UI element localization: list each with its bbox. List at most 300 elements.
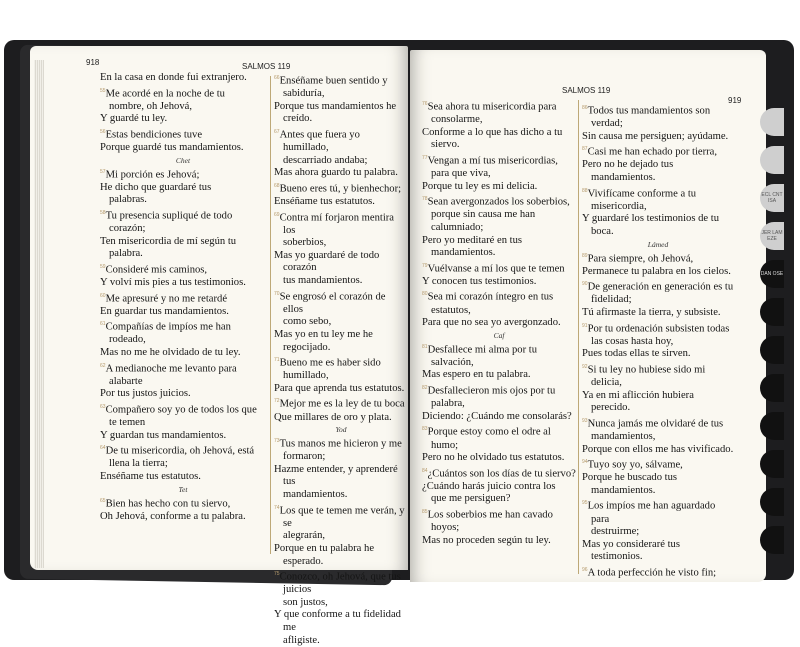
verse-text: hoyos; xyxy=(431,522,460,534)
verse-text: las cosas hasta hoy, xyxy=(591,335,674,347)
verse-text: A medianoche me levanto para xyxy=(105,363,237,375)
verse-text: Mi porción es Jehová; xyxy=(105,169,200,181)
verse-line xyxy=(274,464,408,489)
verse-text: humo; xyxy=(431,439,459,451)
verse-text: Sin causa me persiguen; ayúdame. xyxy=(582,130,729,142)
verse-text: Sea mi corazón íntegro en tus xyxy=(427,291,554,303)
verse-text: fidelidad; xyxy=(591,294,632,306)
verse-text: nombre, oh Jehová, xyxy=(109,100,192,112)
verse-number: 83 xyxy=(422,426,428,433)
verse-text: afligiste. xyxy=(283,634,320,646)
section-heading: Yod xyxy=(335,425,347,435)
verse-line xyxy=(422,168,576,181)
verse-line xyxy=(582,444,734,457)
verse-text: Contra mí forjaron mentira los xyxy=(279,212,394,236)
verse-line xyxy=(274,113,408,126)
verse-number: 60 xyxy=(100,292,106,299)
verse-line xyxy=(582,415,734,431)
verse-text: Porque con ellos me has vivificado. xyxy=(582,443,734,455)
thumb-index-tab[interactable] xyxy=(760,108,784,136)
verse-text: Mejor me es la ley de tu boca xyxy=(279,398,405,410)
verse-text: Los soberbios me han cavado xyxy=(427,509,553,521)
verse-line xyxy=(274,568,408,597)
verse-line xyxy=(582,143,734,159)
verse-text: alegrarán, xyxy=(283,530,326,542)
verse-line xyxy=(274,196,408,209)
verse-line xyxy=(582,526,734,539)
verse-line xyxy=(582,226,734,239)
verse-text: Pero yo meditaré en tus xyxy=(422,234,523,246)
verse-text: Porque he buscado tus xyxy=(582,472,678,484)
verse-text: Mas yo en tu ley me he regocijado. xyxy=(274,328,373,353)
verse-line xyxy=(422,260,576,276)
verse-line xyxy=(274,502,408,531)
verse-number: 59 xyxy=(100,263,106,270)
thumb-index-tab[interactable] xyxy=(760,298,784,326)
verse-line xyxy=(274,597,408,610)
verse-text: Sea ahora tu misericordia para xyxy=(427,101,557,113)
verse-line xyxy=(422,341,576,357)
verse-text: De generación en generación es tu xyxy=(587,281,734,293)
verse-line xyxy=(582,118,734,131)
verse-line xyxy=(100,495,266,511)
verse-number: 64 xyxy=(100,445,106,452)
verse-line xyxy=(100,430,266,443)
right-page-column-2 xyxy=(582,102,734,580)
verse-number: 73 xyxy=(274,438,280,445)
verse-line xyxy=(422,288,576,304)
verse-number: 62 xyxy=(100,362,106,369)
verse-text: perecido. xyxy=(591,402,631,414)
verse-text: En la casa en donde fui extranjero. xyxy=(100,72,247,83)
verse-line xyxy=(422,465,576,481)
verse-line xyxy=(100,471,266,484)
verse-text: Estas bendiciones tuve xyxy=(105,129,203,141)
verse-text: Compañero soy yo de todos los que xyxy=(105,404,257,416)
verse-line xyxy=(274,275,408,288)
verse-number: 55 xyxy=(100,87,106,94)
verse-number: 66 xyxy=(274,75,280,81)
verse-line xyxy=(422,357,576,370)
verse-line xyxy=(422,222,576,235)
verse-number: 85 xyxy=(422,509,428,515)
verse-number: 79 xyxy=(422,262,428,269)
verse-line xyxy=(274,167,408,180)
verse-line xyxy=(274,250,408,275)
verse-line xyxy=(422,193,576,209)
verse-text: Bueno eres tú, y bienhechor; xyxy=(279,183,402,195)
verse-line xyxy=(582,201,734,214)
verse-line xyxy=(100,142,266,155)
verse-number: 87 xyxy=(582,146,588,153)
verse-number: 88 xyxy=(582,187,588,194)
verse-number: 92 xyxy=(582,363,588,370)
right-page xyxy=(410,50,766,582)
left-page-number: 918 xyxy=(86,58,100,67)
verse-text: Porque en tu palabra he esperado. xyxy=(274,542,375,567)
verse-text: Enséñame tus estatutos. xyxy=(100,470,201,482)
verse-line xyxy=(422,535,576,548)
verse-line xyxy=(582,185,734,201)
verse-text: Mas no me he olvidado de tu ley. xyxy=(100,347,241,358)
verse-text: Para siempre, oh Jehová, xyxy=(587,253,694,265)
verse-text: Mas ahora guardo tu palabra. xyxy=(274,167,398,179)
verse-number: 74 xyxy=(274,504,280,511)
verse-line xyxy=(100,290,266,306)
verse-line xyxy=(422,235,576,248)
verse-text: Porque estoy como el odre al xyxy=(427,426,551,438)
verse-line xyxy=(274,72,408,88)
verse-number: 81 xyxy=(422,343,428,350)
verse-line xyxy=(274,180,408,196)
thumb-index-tab[interactable]: JER LAM EZE xyxy=(760,222,784,250)
verse-text: consolarme, xyxy=(431,114,483,126)
verse-number: 65 xyxy=(100,497,106,504)
verse-line xyxy=(422,305,576,318)
verse-line xyxy=(100,277,266,290)
verse-line xyxy=(100,85,266,101)
verse-text: creído. xyxy=(283,113,313,125)
verse-line xyxy=(274,383,408,396)
right-page-number: 919 xyxy=(728,96,742,105)
thumb-index-tab[interactable] xyxy=(760,450,784,478)
verse-line xyxy=(274,155,408,168)
verse-line xyxy=(582,278,734,294)
verse-number: 96 xyxy=(582,566,588,573)
verse-text: Tus manos me hicieron y me xyxy=(279,438,402,450)
verse-line xyxy=(422,152,576,168)
verse-text: Desfallecieron mis ojos por tu xyxy=(427,385,556,397)
verse-text: Bueno me es haber sido xyxy=(279,357,381,369)
verse-line xyxy=(582,497,734,526)
verse-number: 86 xyxy=(582,105,588,111)
verse-text: Por tus justos juicios. xyxy=(100,388,191,400)
verse-line xyxy=(100,166,266,182)
verse-text: En guardar tus mandamientos. xyxy=(100,305,229,317)
verse-text: Permanece tu palabra en los cielos. xyxy=(582,265,731,277)
verse-line xyxy=(422,522,576,535)
verse-line xyxy=(100,458,266,471)
verse-text: Tú afirmaste la tierra, y subsiste. xyxy=(582,306,721,318)
verse-line xyxy=(582,336,734,349)
verse-text: Porque guardé tus mandamientos. xyxy=(100,142,244,154)
verse-line xyxy=(100,207,266,223)
verse-text: Pero no he dejado tus xyxy=(582,159,674,171)
thumb-index-tab[interactable] xyxy=(760,374,784,402)
verse-text: Enséñame tus estatutos. xyxy=(274,195,375,207)
verse-text: Conforme a lo que has dicho a tu xyxy=(422,126,563,138)
verse-text: Diciendo: ¿Cuándo me consolarás? xyxy=(422,410,572,422)
verse-line xyxy=(100,194,266,207)
verse-text: Si tu ley no hubiese sido mi delicia, xyxy=(587,364,706,388)
verse-text: Antes que fuera yo humillado, xyxy=(279,129,360,154)
verse-text: soberbios, xyxy=(283,237,327,249)
thumb-index-tab[interactable] xyxy=(760,488,784,516)
verse-number: 61 xyxy=(100,321,106,328)
verse-text: A toda perfección he visto fin; xyxy=(587,567,717,579)
verse-text: Mas yo consideraré tus xyxy=(582,538,680,550)
verse-number: 90 xyxy=(582,281,588,288)
thumb-index-tab[interactable]: DAN OSE xyxy=(760,260,784,288)
left-page-column-2 xyxy=(274,72,408,647)
verse-line xyxy=(274,435,408,451)
verse-text: Y guardaré los testimonios de tu xyxy=(582,213,720,225)
verse-line xyxy=(100,101,266,114)
verse-line xyxy=(274,412,408,425)
column-divider xyxy=(578,100,579,574)
verse-text: como sebo, xyxy=(283,316,332,328)
column-divider xyxy=(270,76,271,554)
thumb-index-tab[interactable] xyxy=(760,336,784,364)
verse-text: Los que te temen me verán, y se xyxy=(279,505,405,529)
verse-line xyxy=(422,369,576,382)
verse-line xyxy=(274,530,408,543)
verse-line xyxy=(100,401,266,417)
verse-line xyxy=(582,250,734,266)
verse-text: Que millares de oro y plata. xyxy=(274,411,392,423)
verse-text: Mas espero en tu palabra. xyxy=(422,369,531,381)
verse-line xyxy=(422,247,576,260)
verse-line xyxy=(582,320,734,336)
verse-text: mandamientos. xyxy=(283,489,348,501)
verse-line xyxy=(274,101,408,114)
verse-text: tus mandamientos. xyxy=(283,275,363,287)
verse-number: 77 xyxy=(422,154,428,161)
verse-text: Todos tus mandamientos son xyxy=(587,105,711,117)
verse-text: Y que conforme a tu fidelidad me xyxy=(274,609,401,634)
verse-text: rodeado, xyxy=(109,334,146,346)
verse-line xyxy=(100,360,266,376)
verse-text: mandamientos. xyxy=(591,172,656,184)
verse-line xyxy=(100,126,266,142)
section-heading: Tet xyxy=(178,484,188,494)
verse-number: 72 xyxy=(274,398,280,405)
verse-text: testimonios. xyxy=(591,551,643,563)
verse-line xyxy=(582,539,734,552)
verse-text: Vuélvanse a mí los que te temen xyxy=(427,263,565,275)
verse-line xyxy=(582,213,734,226)
verse-line xyxy=(422,481,576,494)
verse-text: Vengan a mí tus misericordias, xyxy=(427,155,558,167)
verse-text: Y volví mis pies a tus testimonios. xyxy=(100,276,246,288)
verse-number: 67 xyxy=(274,128,280,135)
section-heading: Chet xyxy=(175,155,191,165)
verse-number: 57 xyxy=(100,168,106,175)
verse-text: Casi me han echado por tierra, xyxy=(587,146,717,158)
verse-text: calumniado; xyxy=(431,221,484,233)
verse-text: Ya en mi aflicción hubiera xyxy=(582,389,694,401)
verse-line xyxy=(422,127,576,140)
verse-line xyxy=(100,223,266,236)
verse-line xyxy=(100,417,266,430)
verse-number: 56 xyxy=(100,128,106,135)
thumb-index-tab[interactable] xyxy=(760,146,784,174)
verse-line xyxy=(100,511,266,524)
verse-line xyxy=(582,102,734,118)
verse-text: Vivifícame conforme a tu xyxy=(587,188,697,200)
verse-text: Y guardan tus mandamientos. xyxy=(100,429,227,441)
verse-text: misericordia, xyxy=(591,200,647,212)
verse-text: porque sin causa me han xyxy=(431,209,536,221)
verse-line xyxy=(582,361,734,390)
verse-number: 58 xyxy=(100,209,106,216)
verse-line xyxy=(582,456,734,472)
right-running-head: SALMOS 119 xyxy=(562,86,611,95)
verse-line xyxy=(100,113,266,126)
verse-line xyxy=(100,334,266,347)
verse-text: siervo. xyxy=(431,139,460,151)
verse-number: 68 xyxy=(274,182,280,189)
verse-text: Enséñame buen sentido y xyxy=(279,75,388,87)
verse-number: 76 xyxy=(422,101,428,107)
verse-line xyxy=(274,288,408,317)
verse-line xyxy=(582,172,734,185)
verse-line xyxy=(422,139,576,152)
verse-number: 95 xyxy=(582,500,588,507)
verse-line xyxy=(582,485,734,498)
verse-line xyxy=(274,609,408,634)
verse-line xyxy=(100,318,266,334)
verse-text: Para que aprenda tus estatutos. xyxy=(274,382,405,394)
verse-text: llena la tierra; xyxy=(109,458,168,470)
verse-text: son justos, xyxy=(283,596,328,608)
verse-line xyxy=(274,354,408,370)
verse-line xyxy=(100,261,266,277)
page-edges xyxy=(34,60,44,568)
verse-line xyxy=(582,159,734,172)
verse-number: 80 xyxy=(422,291,428,298)
verse-text: humillado, xyxy=(283,370,329,382)
verse-line xyxy=(422,493,576,506)
verse-number: 93 xyxy=(582,417,588,424)
verse-text: Por tu ordenación subsisten todas xyxy=(587,323,730,335)
verse-text: Desfallece mi alma por tu xyxy=(427,344,537,356)
verse-line xyxy=(274,395,408,411)
verse-line xyxy=(100,388,266,401)
verse-text: Mas no proceden según tu ley. xyxy=(422,534,551,546)
section-heading: Lámed xyxy=(647,239,669,249)
verse-line xyxy=(274,126,408,155)
verse-text: palabra. xyxy=(109,248,143,260)
verse-line xyxy=(422,398,576,411)
verse-text: ¿Cuándo harás juicio contra los xyxy=(422,480,556,492)
verse-line xyxy=(422,382,576,398)
verse-line xyxy=(582,472,734,485)
verse-text: alabarte xyxy=(109,375,143,387)
verse-line xyxy=(582,390,734,403)
verse-line xyxy=(582,551,734,564)
verse-text: Conozco, oh Jehová, que tus juicios xyxy=(279,571,401,596)
verse-text: Se engrosó el corazón de ellos xyxy=(279,291,386,315)
verse-text: corazón; xyxy=(109,223,146,235)
left-running-head: SALMOS 119 xyxy=(242,62,291,71)
verse-line xyxy=(274,209,408,238)
thumb-index-tab[interactable]: ECL CNT ISA xyxy=(760,184,784,212)
verse-line xyxy=(274,237,408,250)
verse-text: te temen xyxy=(109,417,146,429)
verse-line xyxy=(274,489,408,502)
right-page-column-1 xyxy=(422,98,576,547)
verse-number: 78 xyxy=(422,196,428,203)
verse-text: palabra, xyxy=(431,398,465,410)
verse-line xyxy=(100,347,266,360)
verse-line xyxy=(582,266,734,279)
verse-line xyxy=(422,506,576,522)
verse-number: 69 xyxy=(274,211,280,218)
verse-text: Oh Jehová, conforme a tu palabra. xyxy=(100,510,246,522)
verse-text: Y conocen tus testimonios. xyxy=(422,275,537,287)
left-page xyxy=(30,46,408,646)
verse-line xyxy=(274,451,408,464)
verse-line xyxy=(274,543,408,568)
verse-text: para que viva, xyxy=(431,168,491,180)
verse-line xyxy=(422,452,576,465)
thumb-index-tab[interactable] xyxy=(760,412,784,440)
verse-text: Ten misericordia de mí según tu xyxy=(100,235,237,247)
verse-text: De tu misericordia, oh Jehová, está xyxy=(105,445,255,457)
verse-text: Me acordé en la noche de tu xyxy=(105,88,225,100)
verse-text: Compañías de impíos me han xyxy=(105,321,231,333)
verse-text: Pues todas ellas te sirven. xyxy=(582,348,691,360)
verse-line xyxy=(422,181,576,194)
left-page-column-1 xyxy=(100,72,266,523)
verse-text: Y guardé tu ley. xyxy=(100,113,168,125)
verse-line xyxy=(274,635,408,647)
verse-number: 91 xyxy=(582,322,588,329)
verse-number: 75 xyxy=(274,571,280,578)
verse-line xyxy=(582,307,734,320)
verse-text: Tu presencia supliqué de todo xyxy=(105,210,233,222)
verse-text: Hazme entender, y aprenderé tus xyxy=(274,463,398,488)
verse-line xyxy=(274,316,408,329)
verse-text: Porque tu ley es mi delicia. xyxy=(422,180,538,192)
verse-line xyxy=(582,564,734,580)
verse-text: verdad; xyxy=(591,118,623,130)
verse-text: que me persiguen? xyxy=(431,493,511,505)
verse-number: 89 xyxy=(582,252,588,259)
verse-line xyxy=(100,236,266,249)
verse-text: sabiduría, xyxy=(283,88,325,100)
verse-text: Mas yo guardaré de todo corazón xyxy=(274,249,380,274)
verse-line xyxy=(422,114,576,127)
verse-line xyxy=(422,411,576,424)
verse-line xyxy=(100,72,266,85)
verse-line xyxy=(100,376,266,389)
verse-line xyxy=(100,248,266,261)
verse-text: Tuyo soy yo, sálvame, xyxy=(587,459,683,471)
verse-text: Los impíos me han aguardado para xyxy=(587,500,716,525)
verse-text: Nunca jamás me olvidaré de tus xyxy=(587,418,724,430)
verse-text: estatutos, xyxy=(431,304,471,316)
verse-line xyxy=(274,329,408,354)
verse-number: 71 xyxy=(274,357,280,364)
verse-text: Consideré mis caminos, xyxy=(105,264,208,276)
verse-text: Bien has hecho con tu siervo, xyxy=(105,498,231,510)
verse-text: formaron; xyxy=(283,451,326,463)
verse-line xyxy=(274,370,408,383)
verse-text: mandamientos, xyxy=(591,430,656,442)
verse-line xyxy=(100,182,266,195)
verse-text: descarriado andaba; xyxy=(283,154,368,166)
verse-text: salvación, xyxy=(431,356,474,368)
verse-text: Porque tus mandamientos he xyxy=(274,100,397,112)
verse-text: mandamientos. xyxy=(431,247,496,259)
verse-text: destruirme; xyxy=(591,526,640,538)
verse-number: 94 xyxy=(582,459,588,466)
verse-text: He dicho que guardaré tus xyxy=(100,181,212,193)
verse-text: palabras. xyxy=(109,194,147,206)
thumb-index-tab[interactable] xyxy=(760,526,784,554)
